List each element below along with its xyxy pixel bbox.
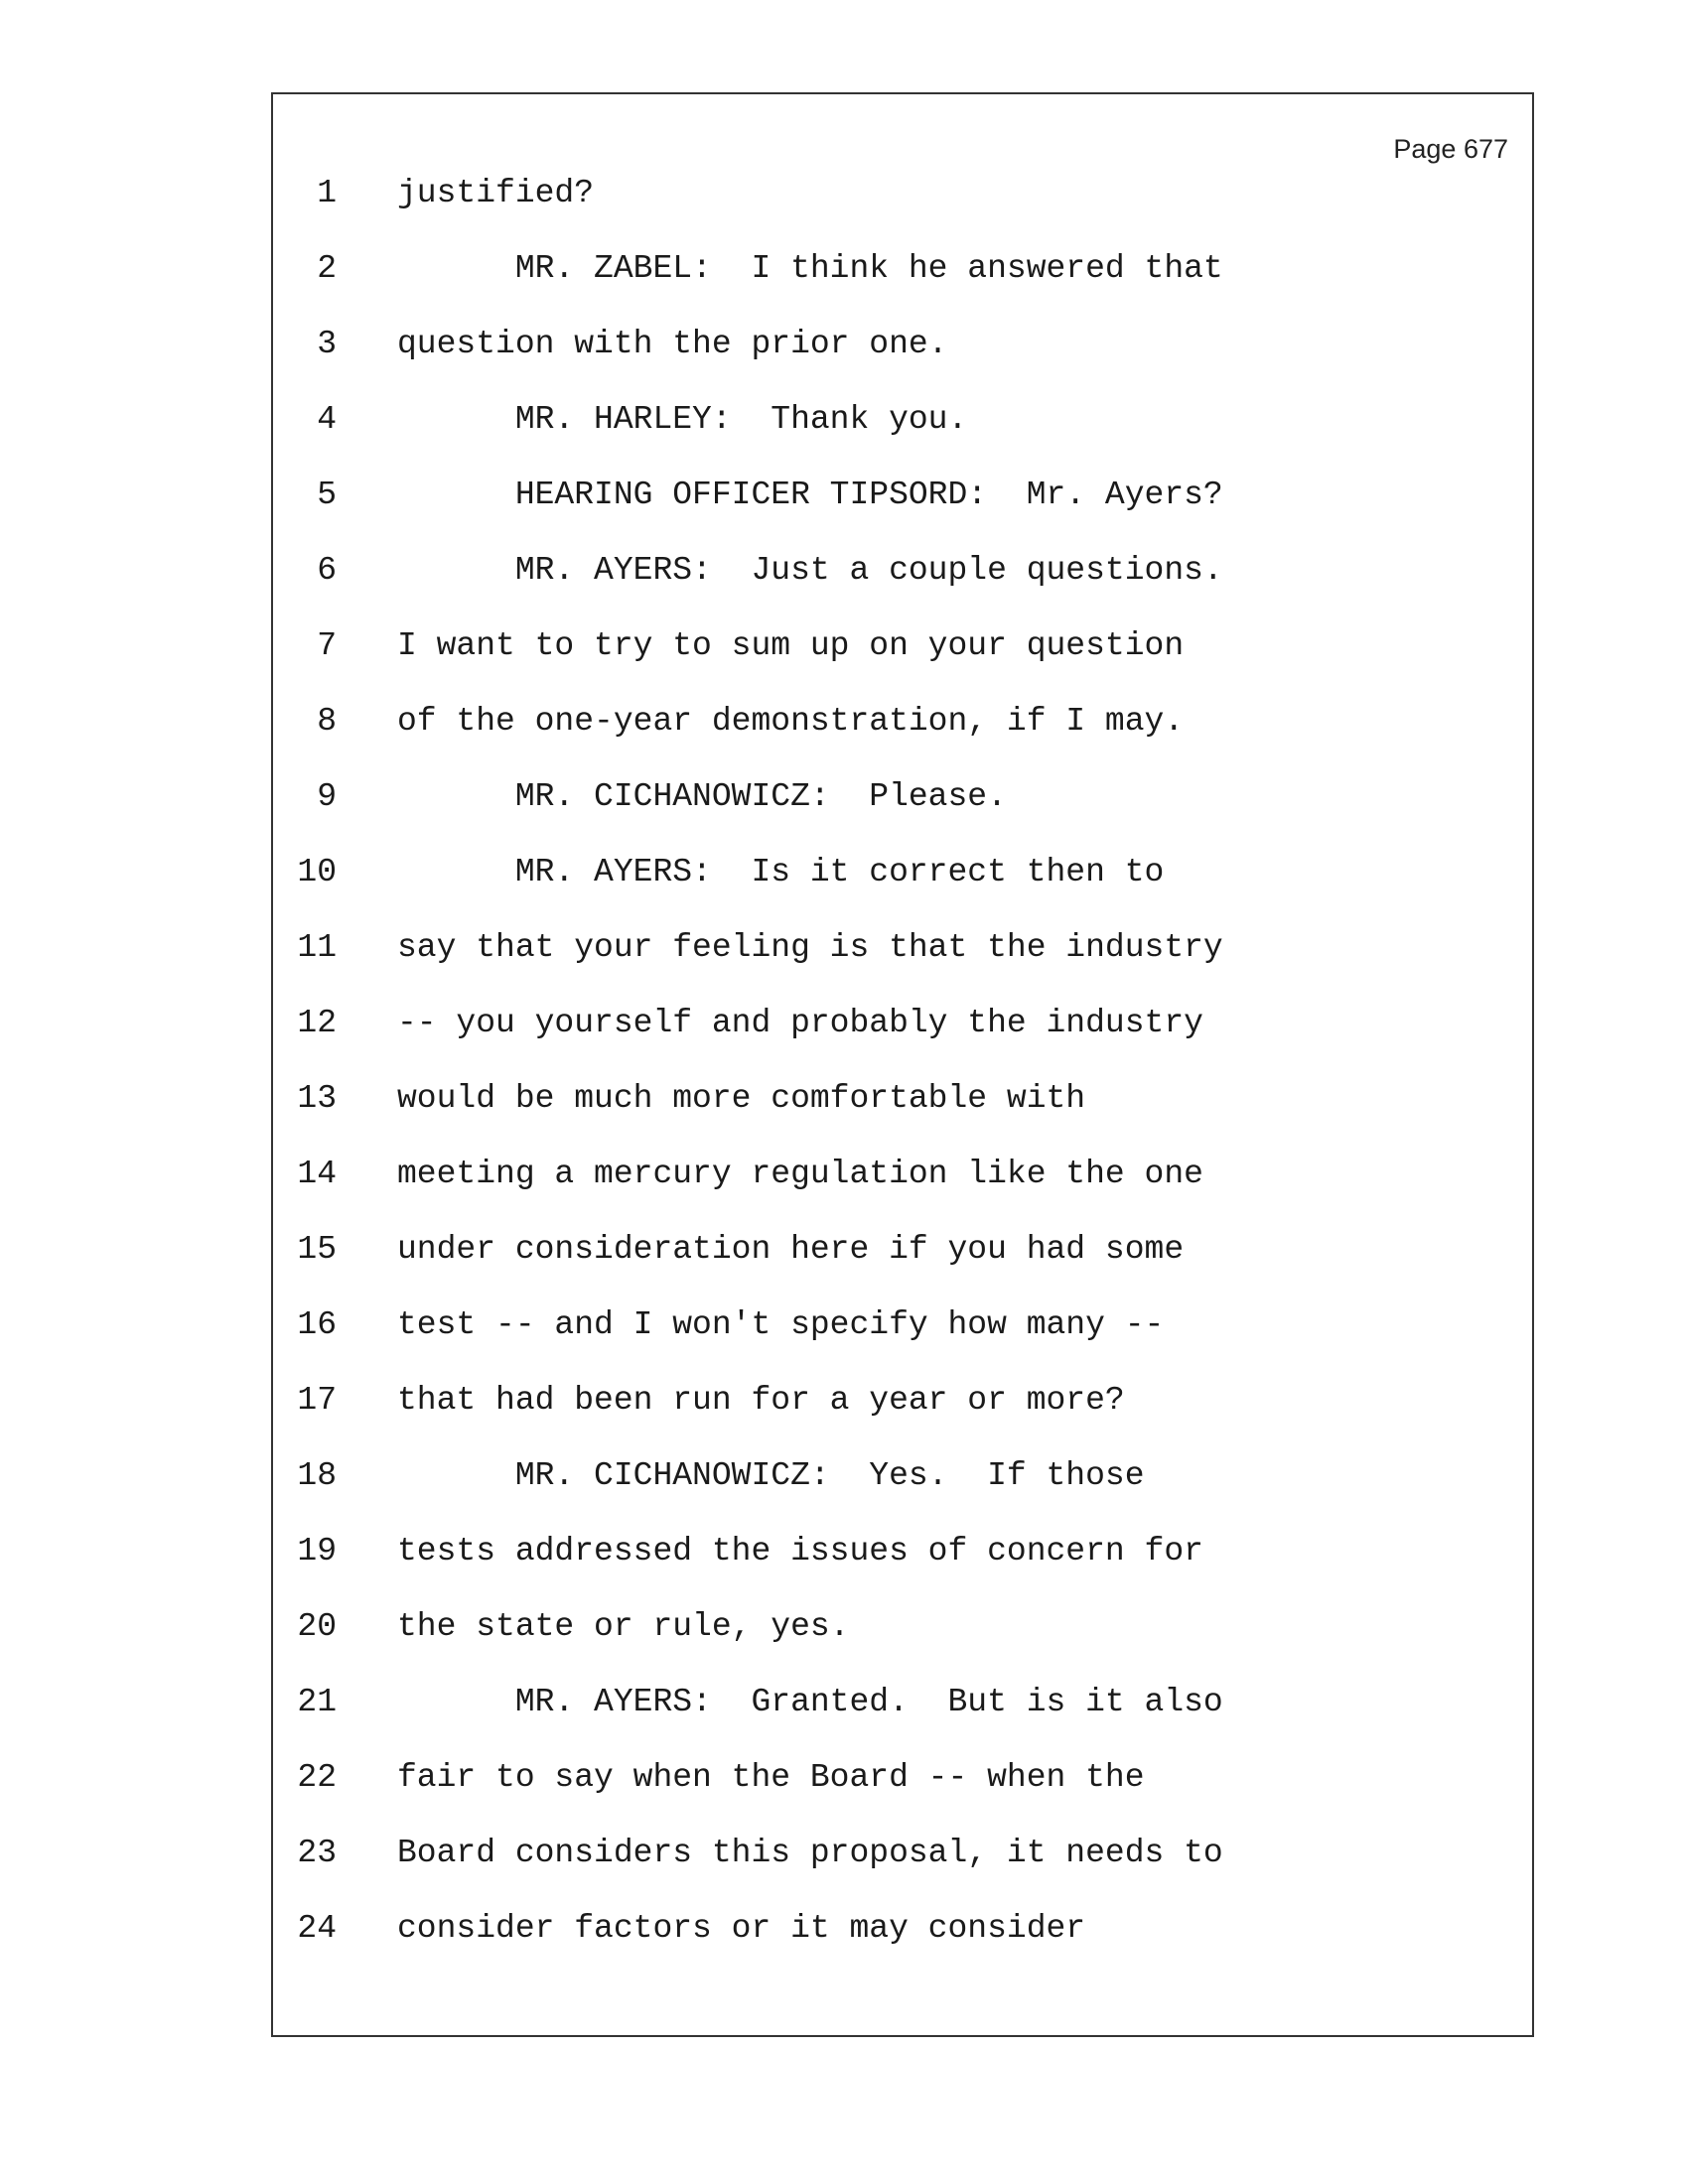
line-number: 3 <box>317 326 337 362</box>
transcript-line <box>273 759 1532 835</box>
transcript-line <box>273 1061 1532 1137</box>
line-text: would be much more comfortable with <box>397 1080 1086 1117</box>
line-text: justified? <box>397 175 595 211</box>
transcript-line <box>273 533 1532 609</box>
line-number: 12 <box>297 1005 337 1041</box>
line-number: 22 <box>297 1759 337 1796</box>
page-number: Page 677 <box>1393 134 1508 164</box>
line-text: test -- and I won't specify how many -- <box>397 1306 1165 1343</box>
line-text: Board considers this proposal, it needs to <box>397 1835 1223 1871</box>
line-text: question with the prior one. <box>397 326 948 362</box>
line-number: 13 <box>297 1080 337 1117</box>
line-number: 7 <box>317 627 337 664</box>
transcript-line <box>273 458 1532 533</box>
transcript-line <box>273 1288 1532 1363</box>
line-text: HEARING OFFICER TIPSORD: Mr. Ayers? <box>397 477 1223 513</box>
line-number: 21 <box>297 1684 337 1720</box>
transcript-line <box>273 910 1532 986</box>
line-number: 9 <box>317 778 337 815</box>
transcript-line <box>273 1816 1532 1891</box>
transcript-line <box>273 684 1532 759</box>
line-text: that had been run for a year or more? <box>397 1382 1125 1419</box>
line-number: 8 <box>317 703 337 740</box>
transcript-line <box>273 1891 1532 1967</box>
line-number: 14 <box>297 1156 337 1192</box>
transcript-line <box>273 307 1532 382</box>
line-number: 18 <box>297 1457 337 1494</box>
line-number: 15 <box>297 1231 337 1268</box>
line-text: MR. AYERS: Granted. But is it also <box>397 1684 1223 1720</box>
line-text: I want to try to sum up on your question <box>397 627 1185 664</box>
line-text: tests addressed the issues of concern for <box>397 1533 1203 1570</box>
line-text: consider factors or it may consider <box>397 1910 1086 1947</box>
line-number: 23 <box>297 1835 337 1871</box>
line-text: MR. HARLEY: Thank you. <box>397 401 968 438</box>
line-number: 2 <box>317 250 337 287</box>
line-number: 20 <box>297 1608 337 1645</box>
line-text: fair to say when the Board -- when the <box>397 1759 1145 1796</box>
transcript-line <box>273 231 1532 307</box>
line-text: say that your feeling is that the industry <box>397 929 1223 966</box>
line-text: MR. CICHANOWICZ: Please. <box>397 778 1007 815</box>
line-text: the state or rule, yes. <box>397 1608 850 1645</box>
line-number: 16 <box>297 1306 337 1343</box>
transcript-line <box>273 609 1532 684</box>
transcript-line <box>273 1514 1532 1589</box>
transcript-line <box>273 1137 1532 1212</box>
line-number: 1 <box>317 175 337 211</box>
line-number: 11 <box>297 929 337 966</box>
line-number: 5 <box>317 477 337 513</box>
transcript-line <box>273 1438 1532 1514</box>
line-text: of the one-year demonstration, if I may. <box>397 703 1185 740</box>
line-text: MR. CICHANOWICZ: Yes. If those <box>397 1457 1145 1494</box>
line-number: 19 <box>297 1533 337 1570</box>
line-number: 6 <box>317 552 337 589</box>
line-text: -- you yourself and probably the industry <box>397 1005 1203 1041</box>
transcript-line <box>273 1212 1532 1288</box>
line-text: MR. ZABEL: I think he answered that <box>397 250 1223 287</box>
line-number: 10 <box>297 854 337 890</box>
line-number: 4 <box>317 401 337 438</box>
transcript-line <box>273 156 1532 231</box>
transcript-line <box>273 1589 1532 1665</box>
transcript-line <box>273 1740 1532 1816</box>
line-text: MR. AYERS: Just a couple questions. <box>397 552 1223 589</box>
transcript-line <box>273 382 1532 458</box>
transcript-line <box>273 835 1532 910</box>
line-text: under consideration here if you had some <box>397 1231 1185 1268</box>
transcript-line <box>273 1363 1532 1438</box>
line-text: meeting a mercury regulation like the one <box>397 1156 1203 1192</box>
line-number: 17 <box>297 1382 337 1419</box>
transcript-line <box>273 1665 1532 1740</box>
transcript-page <box>271 92 1534 2037</box>
line-text: MR. AYERS: Is it correct then to <box>397 854 1165 890</box>
line-number: 24 <box>297 1910 337 1947</box>
transcript-line <box>273 986 1532 1061</box>
